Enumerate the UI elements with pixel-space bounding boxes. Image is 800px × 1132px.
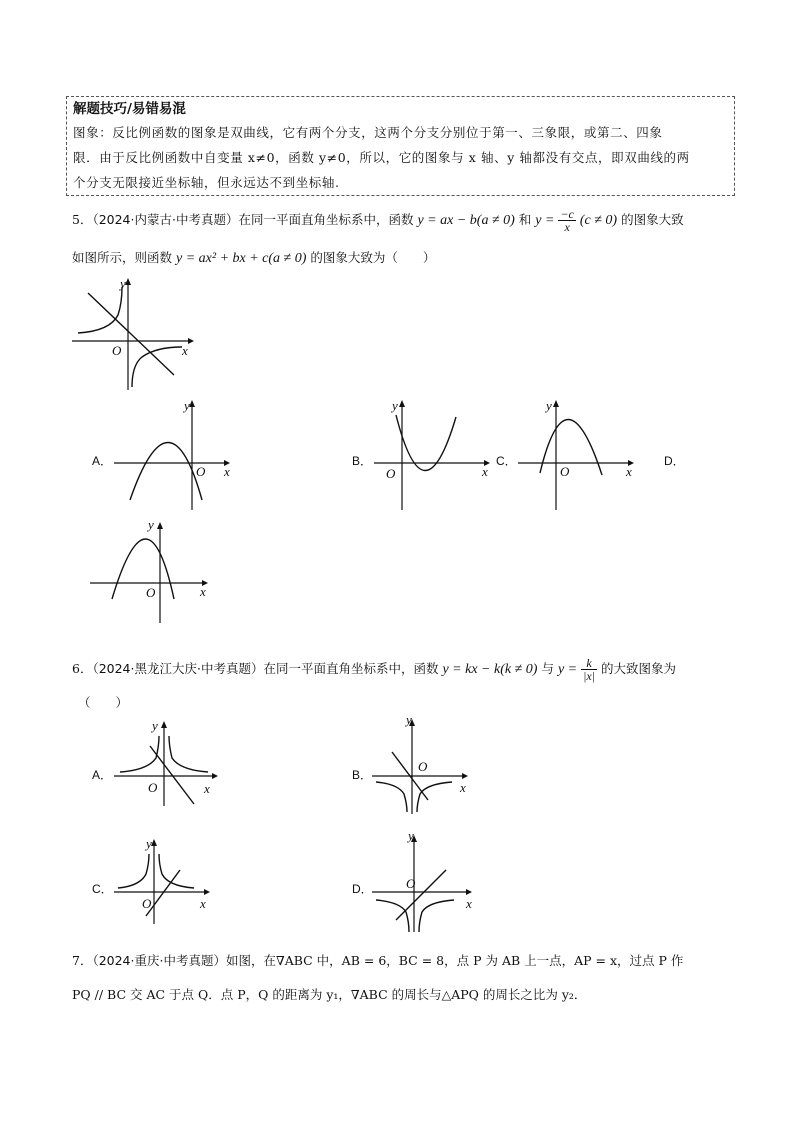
tip-text xyxy=(73,120,728,195)
q6-source: （2024·黑龙江大庆·中考真题） xyxy=(92,661,264,676)
tip-line-1: 图象：反比例函数的图象是双曲线，它有两个分支，这两个分支分别位于第一、三象限，或第二、四象 xyxy=(73,125,663,140)
q7-line-1 xyxy=(72,951,683,971)
q5-text-3: 的图象大致 xyxy=(621,212,684,227)
axis-x-label: x xyxy=(200,896,206,911)
q5-option-c-label[interactable]: C． xyxy=(496,454,517,468)
q5-option-c-graph[interactable] xyxy=(516,395,646,515)
axis-x-label: x xyxy=(482,464,488,479)
q6-line-2: （ ） xyxy=(78,695,129,710)
axis-origin-label: O xyxy=(112,343,122,358)
q5-option-d-graph[interactable] xyxy=(88,515,218,625)
axis-y-label: y xyxy=(546,398,552,413)
q5-number: 5． xyxy=(72,212,93,227)
q6-option-d-graph[interactable] xyxy=(370,828,490,932)
q6-formula-inverse-lhs: y = xyxy=(557,662,578,677)
q5-option-a-graph[interactable] xyxy=(112,395,242,515)
axis-x-label: x xyxy=(460,780,466,795)
q7-text-1: 如图，在∇ABC 中，AB = 6，BC = 8，点 P 为 AB 上一点，AP = x，过点 P 作 xyxy=(225,953,684,968)
q6-text-3: 的大致图象为 xyxy=(601,661,677,676)
axis-y-label: y xyxy=(120,276,126,291)
q5-text-5: 的图象大致为（ ） xyxy=(310,250,436,265)
q7-number: 7． xyxy=(72,953,93,968)
axis-y-label: y xyxy=(184,398,190,413)
q5-option-b-graph[interactable] xyxy=(372,395,502,515)
q6-option-c-graph[interactable] xyxy=(112,836,222,926)
axis-y-label: y xyxy=(408,828,414,843)
q5-text-2: 和 xyxy=(518,212,532,227)
q6-option-d-label[interactable]: D． xyxy=(352,882,373,896)
q5-line-1 xyxy=(72,208,684,233)
axis-x-label: x xyxy=(466,896,472,911)
axis-x-label: x xyxy=(204,781,210,796)
q6-frac-num: k xyxy=(581,657,597,670)
axis-origin-label: O xyxy=(386,466,396,481)
q6-option-b-graph[interactable] xyxy=(370,712,490,816)
q6-number: 6． xyxy=(72,661,93,676)
q6-text-2: 与 xyxy=(541,661,554,676)
q6-formula-fraction xyxy=(581,657,597,682)
q5-formula-linear: y = ax − b(a ≠ 0) xyxy=(417,213,515,228)
axis-origin-label: O xyxy=(406,876,416,891)
axis-y-label: y xyxy=(406,712,412,727)
q5-frac-den: x xyxy=(564,220,570,234)
tip-title: 解题技巧/易错易混 xyxy=(73,101,186,117)
axis-origin-label: O xyxy=(196,464,206,479)
q5-formula-quadratic: y = ax² + bx + c(a ≠ 0) xyxy=(176,251,307,266)
q6-frac-den: |x| xyxy=(583,669,596,683)
tip-line-3: 个分支无限接近坐标轴，但永远达不到坐标轴. xyxy=(73,175,340,190)
q5-formula-inverse-lhs: y = xyxy=(535,213,555,228)
q5-option-d-label[interactable]: D． xyxy=(664,454,685,468)
q5-option-a-label[interactable]: A． xyxy=(92,454,113,468)
q6-line-1 xyxy=(72,657,676,682)
q7-source: （2024·重庆·中考真题） xyxy=(92,953,226,968)
axis-y-label: y xyxy=(148,517,154,532)
q6-option-b-label[interactable]: B． xyxy=(352,768,373,782)
q6-option-c-label[interactable]: C． xyxy=(92,882,113,896)
q5-line-2 xyxy=(72,248,435,269)
q6-text-1: 在同一平面直角坐标系中，函数 xyxy=(263,661,439,676)
axis-x-label: x xyxy=(200,584,206,599)
q5-formula-cond: (c ≠ 0) xyxy=(579,213,618,228)
tip-line-2: 限．由于反比例函数中自变量 x≠0，函数 y≠0，所以，它的图象与 x 轴、y 轴都没有交点，即双曲线的两 xyxy=(73,150,690,165)
axis-x-label: x xyxy=(224,464,230,479)
axis-origin-label: O xyxy=(146,585,156,600)
axis-origin-label: O xyxy=(560,464,570,479)
axis-x-label: x xyxy=(182,343,188,358)
q6-option-a-graph[interactable] xyxy=(112,718,232,808)
q5-option-b-label[interactable]: B． xyxy=(352,454,373,468)
q5-text-1: 在同一平面直角坐标系中，函数 xyxy=(238,212,414,227)
q5-source: （2024·内蒙古·中考真题） xyxy=(92,212,239,227)
axis-origin-label: O xyxy=(148,780,158,795)
axis-origin-label: O xyxy=(418,759,428,774)
tip-box xyxy=(66,96,735,196)
axis-y-label: y xyxy=(392,398,398,413)
axis-origin-label: O xyxy=(142,896,152,911)
q6-option-a-label[interactable]: A． xyxy=(92,768,113,782)
q6-formula-linear: y = kx − k(k ≠ 0) xyxy=(442,662,538,677)
q5-given-graph xyxy=(70,275,200,395)
q5-frac-num: −c xyxy=(560,207,574,221)
axis-y-label: y xyxy=(152,718,158,733)
q5-formula-fraction xyxy=(558,208,575,233)
q7-line-2: PQ // BC 交 AC 于点 Q．点 P，Q 的距离为 y₁，∇ABC 的周长与△APQ 的周长之比为 y₂． xyxy=(72,987,587,1002)
axis-y-label: y xyxy=(146,836,152,851)
q5-text-4: 如图所示，则函数 xyxy=(72,250,173,265)
axis-x-label: x xyxy=(626,464,632,479)
